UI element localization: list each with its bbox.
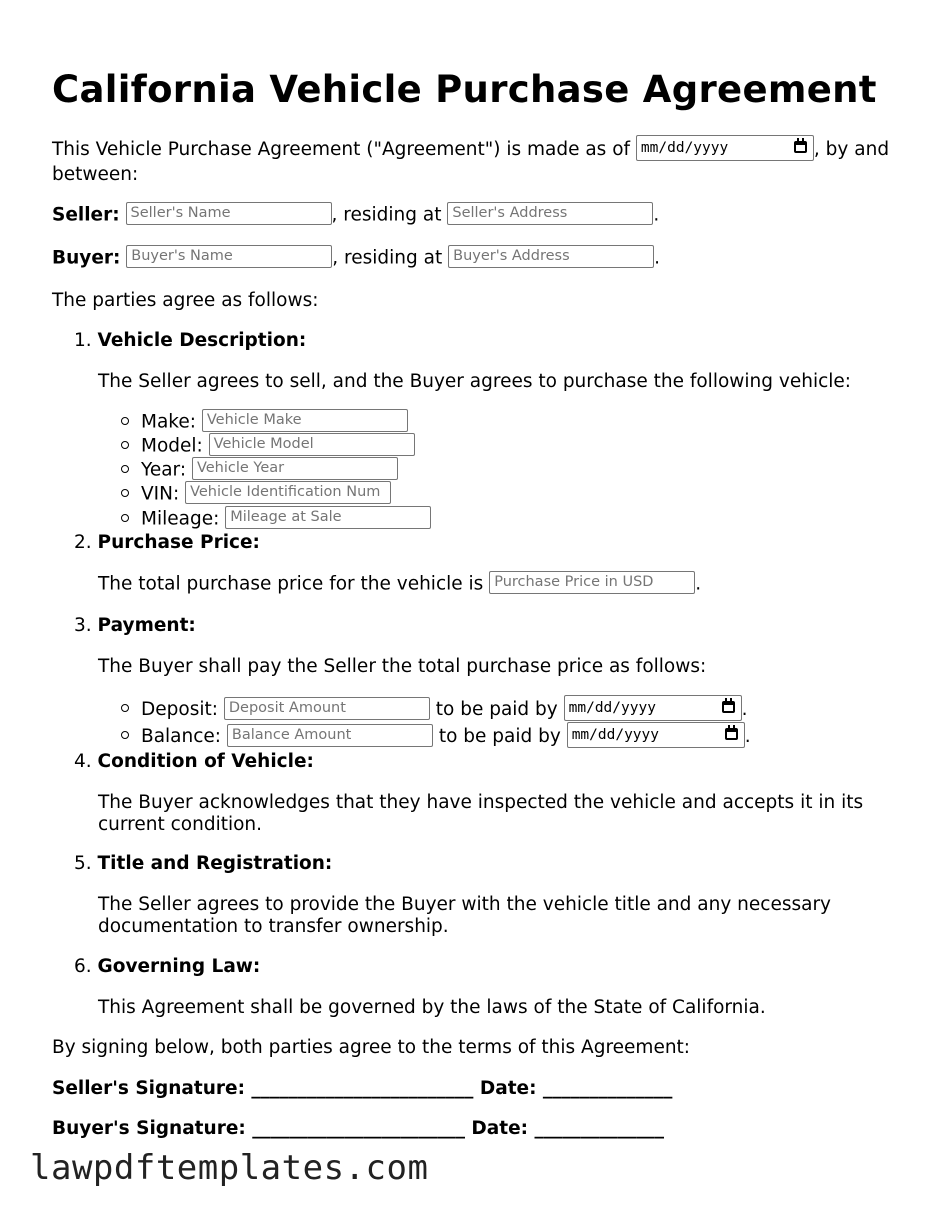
- intro-line-2: between:: [52, 164, 139, 185]
- vehicle-model-item: [121, 435, 415, 458]
- vehicle-make-item: [121, 411, 408, 434]
- section-number: 6.: [74, 956, 92, 977]
- section-title: Purchase Price:: [97, 532, 260, 553]
- vehicle-mileage-input[interactable]: Mileage at Sale: [225, 506, 431, 529]
- calendar-icon[interactable]: [722, 701, 735, 713]
- section-6-heading: [74, 956, 260, 978]
- section-title: Governing Law:: [97, 956, 261, 977]
- bullet-icon: [121, 417, 129, 425]
- section-1-text: The Seller agrees to sell, and the Buyer agrees to purchase the following vehicle:: [98, 371, 852, 392]
- vehicle-year-input[interactable]: Vehicle Year: [192, 457, 398, 480]
- page-title: California Vehicle Purchase Agreement: [52, 68, 877, 111]
- paid-by-text: to be paid by: [435, 699, 558, 720]
- bullet-icon: [121, 731, 129, 739]
- section-number: 3.: [74, 615, 92, 636]
- calendar-icon[interactable]: [794, 141, 807, 153]
- seller-signature-text: Seller's Signature: ________________________ Date: ______________: [52, 1078, 673, 1099]
- balance-label: Balance:: [141, 726, 222, 747]
- section-4-heading: [74, 751, 314, 773]
- balance-item: [121, 724, 751, 750]
- bullet-icon: [121, 465, 129, 473]
- buyer-signature-text: Buyer's Signature: _______________________ Date: ______________: [52, 1118, 664, 1139]
- section-5-text-line-1: The Seller agrees to provide the Buyer with the vehicle title and any necessary: [98, 894, 831, 915]
- section-title: Title and Registration:: [97, 853, 333, 874]
- section-5-text-line-2: documentation to transfer ownership.: [98, 916, 449, 937]
- price-text: The total purchase price for the vehicle is: [98, 573, 484, 595]
- footer-watermark: lawpdftemplates.com: [30, 1148, 429, 1188]
- vehicle-make-input[interactable]: Vehicle Make: [202, 409, 408, 432]
- section-title: Condition of Vehicle:: [97, 751, 314, 772]
- agreement-date-input[interactable]: mm/dd/yyyy: [636, 135, 814, 161]
- bullet-icon: [121, 704, 129, 712]
- bullet-icon: [121, 514, 129, 522]
- balance-amount-input[interactable]: Balance Amount: [227, 724, 433, 747]
- field-label: Mileage:: [141, 508, 220, 530]
- seller-residing-text: , residing at: [331, 204, 442, 226]
- section-title: Payment:: [97, 615, 196, 636]
- buyer-label: Buyer:: [52, 247, 121, 269]
- section-3-heading: [74, 615, 196, 637]
- buyer-signature-line: [52, 1118, 664, 1140]
- section-4-text-line-1: The Buyer acknowledges that they have inspected the vehicle and accepts it in its: [98, 792, 864, 813]
- deposit-amount-input[interactable]: Deposit Amount: [224, 697, 430, 720]
- deposit-label: Deposit:: [141, 699, 218, 720]
- buyer-address-input[interactable]: Buyer's Address: [448, 245, 654, 268]
- paid-by-text: to be paid by: [438, 726, 561, 747]
- bullet-icon: [121, 441, 129, 449]
- field-label: Model:: [141, 435, 203, 457]
- parties-agree-text: The parties agree as follows:: [52, 290, 319, 311]
- signing-text: By signing below, both parties agree to the terms of this Agreement:: [52, 1037, 691, 1058]
- balance-date-input[interactable]: mm/dd/yyyy: [567, 722, 745, 748]
- deposit-date-input[interactable]: mm/dd/yyyy: [564, 695, 742, 721]
- purchase-price-input[interactable]: Purchase Price in USD: [489, 571, 695, 594]
- section-3-text: The Buyer shall pay the Seller the total purchase price as follows:: [98, 656, 707, 677]
- vehicle-vin-item: [121, 483, 391, 506]
- section-1-heading: [74, 330, 306, 352]
- section-6-text: This Agreement shall be governed by the laws of the State of California.: [98, 997, 766, 1018]
- section-title: Vehicle Description:: [97, 330, 307, 351]
- seller-signature-line: [52, 1078, 672, 1100]
- section-number: 1.: [74, 330, 92, 351]
- intro-text-after: , by and: [813, 139, 890, 160]
- field-label: VIN:: [141, 483, 180, 505]
- seller-period: .: [653, 204, 660, 226]
- price-period: .: [695, 573, 702, 595]
- bullet-icon: [121, 489, 129, 497]
- section-number: 4.: [74, 751, 92, 772]
- section-5-heading: [74, 853, 332, 875]
- seller-name-input[interactable]: Seller's Name: [126, 202, 332, 225]
- section-number: 2.: [74, 532, 92, 553]
- intro-line: [52, 137, 889, 163]
- section-2-heading: [74, 532, 260, 554]
- section-2-text: [98, 573, 701, 596]
- vehicle-year-item: [121, 459, 398, 482]
- field-label: Make:: [141, 411, 196, 433]
- intro-text: This Vehicle Purchase Agreement ("Agreement") is made as of: [52, 139, 631, 160]
- balance-period: .: [744, 726, 751, 747]
- seller-address-input[interactable]: Seller's Address: [447, 202, 653, 225]
- deposit-period: .: [741, 699, 748, 720]
- section-number: 5.: [74, 853, 92, 874]
- deposit-item: [121, 697, 748, 723]
- buyer-residing-text: , residing at: [332, 247, 443, 269]
- vehicle-model-input[interactable]: Vehicle Model: [209, 433, 415, 456]
- vehicle-vin-input[interactable]: Vehicle Identification Num: [185, 481, 391, 504]
- section-4-text-line-2: current condition.: [98, 814, 263, 835]
- buyer-name-input[interactable]: Buyer's Name: [126, 245, 332, 268]
- calendar-icon[interactable]: [725, 728, 738, 740]
- field-label: Year:: [141, 459, 187, 481]
- vehicle-mileage-item: [121, 508, 431, 531]
- seller-label: Seller:: [52, 204, 120, 226]
- seller-line: [52, 204, 659, 227]
- buyer-line: [52, 247, 660, 270]
- buyer-period: .: [654, 247, 661, 269]
